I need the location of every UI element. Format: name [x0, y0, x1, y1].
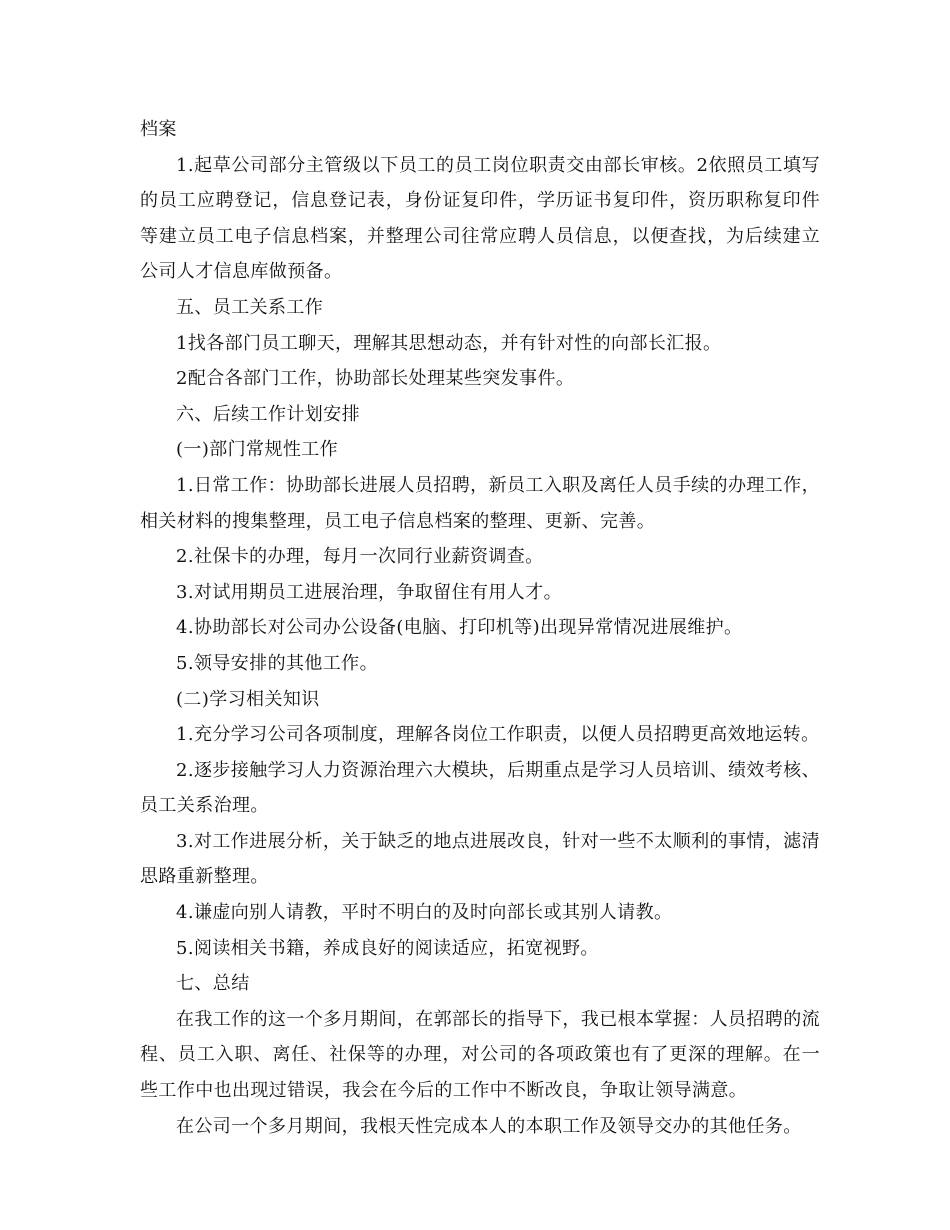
paragraph: 1找各部门员工聊天，理解其思想动态，并有针对性的向部长汇报。 [176, 332, 722, 354]
paragraph: 3.对试用期员工进展治理，争取留住有用人才。 [176, 581, 562, 603]
section-heading: 七、总结 [176, 973, 250, 995]
paragraph: 1.起草公司部分主管级以下员工的员工岗位职责交由部长审核。2依照员工填写的员工应聘登记，信息登记表，身份证复印件，学历证书复印件，资历职称复印件等建立员工电子信息档案，并整理公司往常应聘人员信息，以便查找，为后续建立公司人才信息库做预备。 [140, 154, 820, 283]
document-body [140, 112, 820, 1144]
paragraph: 1.日常工作：协助部长进展人员招聘，新员工入职及离任人员手续的办理工作，相关材料的搜集整理，员工电子信息档案的整理、更新、完善。 [140, 474, 820, 532]
section-heading: 六、后续工作计划安排 [176, 403, 360, 425]
paragraph: 5.阅读相关书籍，养成良好的阅读适应，拓宽视野。 [176, 937, 599, 959]
paragraph: 在公司一个多月期间，我根天性完成本人的本职工作及领导交办的其他任务。 [176, 1115, 802, 1137]
paragraph: 4.协助部长对公司办公设备(电脑、打印机等)出现异常情况进展维护。 [176, 617, 743, 639]
section-heading: 五、员工关系工作 [176, 296, 324, 318]
paragraph: 5.领导安排的其他工作。 [176, 652, 378, 674]
paragraph: 3.对工作进展分析，关于缺乏的地点进展改良，针对一些不太顺利的事情，滤清思路重新整理。 [140, 830, 820, 888]
paragraph: 2.社保卡的办理，每月一次同行业薪资调查。 [176, 546, 544, 568]
paragraph-continuation: 档案 [140, 119, 177, 140]
subsection-heading: (一)部门常规性工作 [176, 439, 339, 461]
paragraph: 2.逐步接触学习人力资源治理六大模块，后期重点是学习人员培训、绩效考核、员工关系治理。 [140, 759, 820, 817]
paragraph: 4.谦虚向别人请教，平时不明白的及时向部长或其别人请教。 [176, 902, 673, 924]
paragraph: 2配合各部门工作，协助部长处理某些突发事件。 [176, 368, 575, 390]
paragraph: 1.充分学习公司各项制度，理解各岗位工作职责，以便人员招聘更高效地运转。 [176, 724, 820, 746]
subsection-heading: (二)学习相关知识 [176, 688, 320, 710]
paragraph: 在我工作的这一个多月期间，在郭部长的指导下，我已根本掌握：人员招聘的流程、员工入职、离任、社保等的办理，对公司的各项政策也有了更深的理解。在一些工作中也出现过错误，我会在今后的工作中不断改良，争取让领导满意。 [140, 1008, 820, 1102]
